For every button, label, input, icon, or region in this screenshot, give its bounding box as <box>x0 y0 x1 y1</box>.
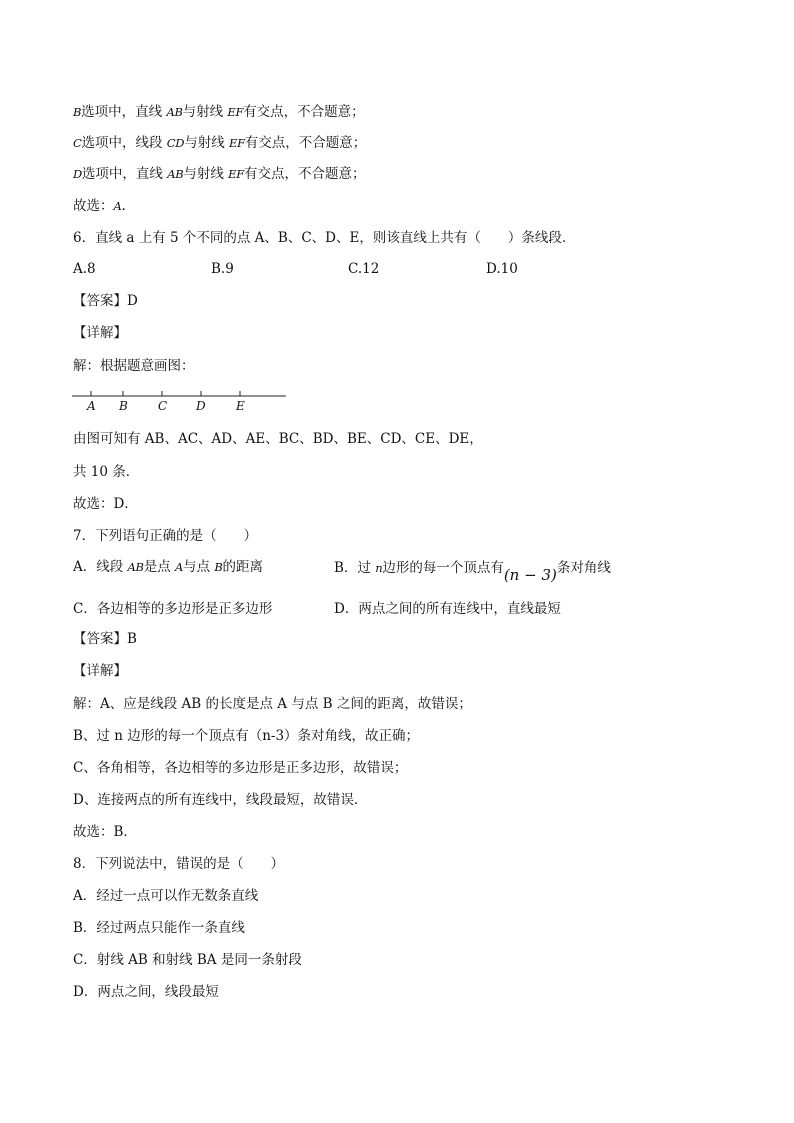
point-label-b: B <box>119 399 128 413</box>
q8-option-a: A．经过一点可以作无数条直线 <box>73 888 259 904</box>
q8-option-c: C．射线 AB 和射线 BA 是同一条射段 <box>73 952 302 968</box>
q8-option-d: D．两点之间，线段最短 <box>73 984 219 1000</box>
q6-line-diagram <box>70 386 290 416</box>
q8-stem: 8．下列说法中，错误的是（ ） <box>73 856 285 872</box>
q7-answer: 【答案】B <box>73 631 137 647</box>
q6-solution-count: 共 10 条． <box>73 464 140 480</box>
q7-choose: 故选：B． <box>73 824 137 840</box>
q7-solution-d: D、连接两点的所有连线中，线段最短，故错误． <box>73 792 368 808</box>
q6-choose: 故选：D． <box>73 496 138 512</box>
q5-option-b-analysis: B选项中，直线 AB与射线 EF有交点，不合题意； <box>73 104 365 120</box>
q6-stem: 6．直线 a 上有 5 个不同的点 A、B、C、D、E，则该直线上共有（ ）条线段． <box>73 230 576 246</box>
point-label-a: A <box>87 399 96 413</box>
q8-option-b: B．经过两点只能作一条直线 <box>73 920 245 936</box>
q7-solution-b: B、过 n 边形的每一个顶点有（n-3）条对角线，故正确； <box>73 728 420 744</box>
q6-option-a: A.8 <box>73 261 96 277</box>
q7-solution-a: 解：A、应是线段 AB 的长度是点 A 与点 B 之间的距离，故错误； <box>73 696 472 712</box>
q5-option-d-analysis: D选项中，直线 AB与射线 EF有交点，不合题意； <box>73 166 366 182</box>
q7-option-c: C．各边相等的多边形是正多边形 <box>73 601 273 617</box>
q6-option-b: B.9 <box>211 261 234 277</box>
q6-option-d: D.10 <box>486 261 518 277</box>
q6-solution-list: 由图可知有 AB、AC、AD、AE、BC、BD、BE、CD、CE、DE， <box>73 431 483 447</box>
point-label-e: E <box>236 399 245 413</box>
q7-option-b: B．过 n边形的每一个顶点有(n − 3)条对角线 <box>334 560 611 584</box>
q6-answer: 【答案】D <box>73 293 138 309</box>
q6-detail-heading: 【详解】 <box>73 325 127 341</box>
n-minus-3-formula: (n − 3) <box>503 566 557 584</box>
q5-choose: 故选：A. <box>73 198 126 214</box>
point-label-d: D <box>196 399 206 413</box>
q6-solution-intro: 解：根据题意画图： <box>73 358 195 374</box>
q7-solution-c: C、各角相等，各边相等的多边形是正多边形，故错误； <box>73 760 408 776</box>
q7-stem: 7．下列语句正确的是（ ） <box>73 528 258 544</box>
q5-option-c-analysis: C选项中，线段 CD与射线 EF有交点，不合题意； <box>73 135 367 151</box>
q7-detail-heading: 【详解】 <box>73 663 127 679</box>
point-label-c: C <box>158 399 168 413</box>
q7-option-d: D．两点之间的所有连线中，直线最短 <box>334 601 561 617</box>
q6-option-c: C.12 <box>348 261 380 277</box>
q7-option-a: A．线段 AB是点 A与点 B的距离 <box>73 559 263 575</box>
